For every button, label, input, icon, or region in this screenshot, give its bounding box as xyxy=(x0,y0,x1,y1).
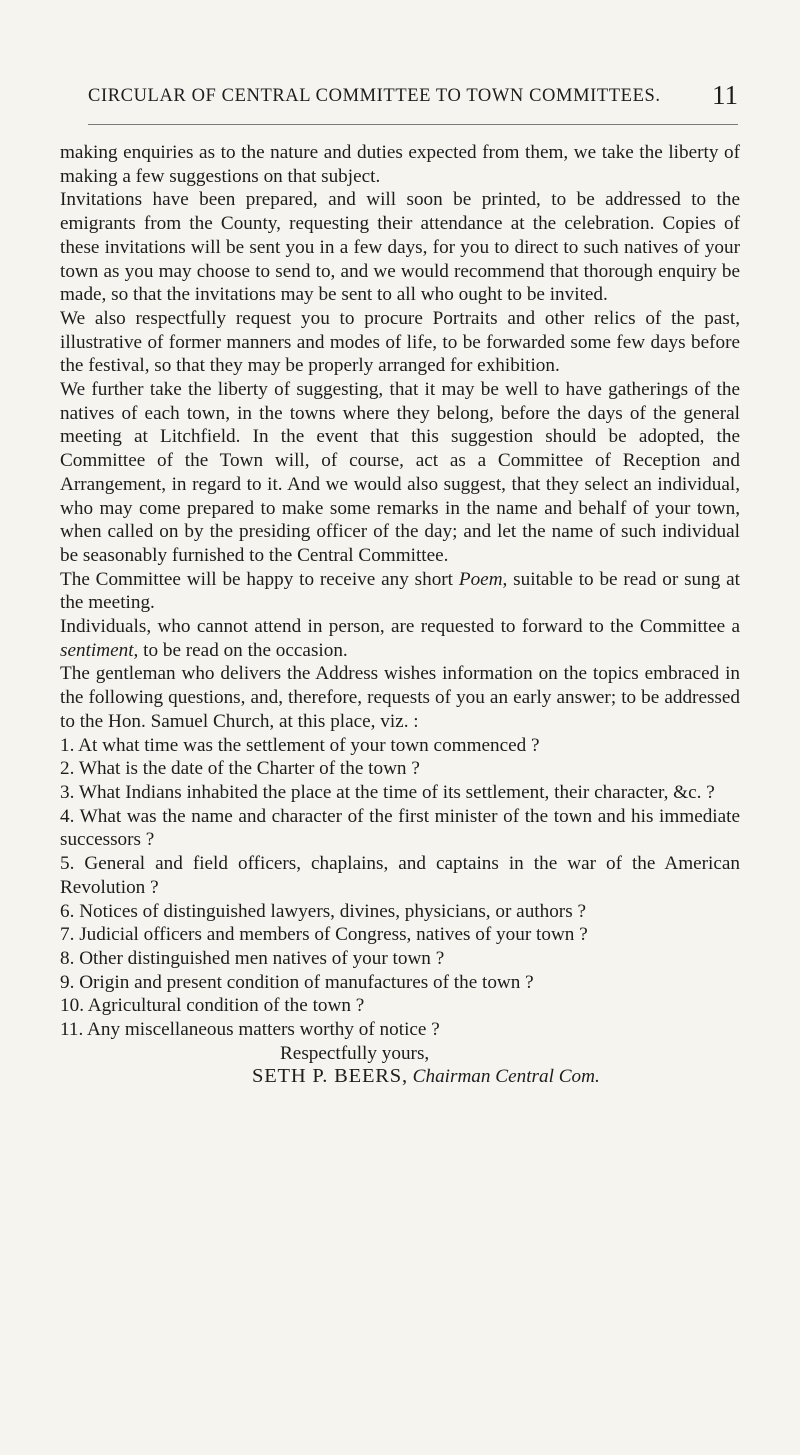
question-item: 4. What was the name and character of the first minister of the town and his immediate successors ? xyxy=(60,805,740,851)
question-item: 1. At what time was the settlement of your town commenced ? xyxy=(60,734,540,756)
sentiment-text-after: , to be read on the occasion. xyxy=(133,639,348,661)
question-item: 10. Agricultural condition of the town ? xyxy=(60,995,365,1017)
circular-body xyxy=(60,141,740,1089)
running-head xyxy=(88,82,738,116)
paragraph-invitations: Invitations have been prepared, and will soon be printed, to be addressed to the emigrants from the County, requesting their attendance at the celebration. Copies of these invitations will be sent you in a few days, for you to direct to such natives of your town as you may choose to send to, and we would recommend that thorough enquiry be made, so that the invitations may be sent to all who ought to be invited. xyxy=(60,189,740,306)
signatory-name: SETH P. BEERS, xyxy=(252,1065,408,1088)
question-item: 3. What Indians inhabited the place at the time of its settlement, their character, &c. ? xyxy=(60,781,715,803)
paragraph-enquiries: making enquiries as to the nature and duties expected from them, we take the liberty of making a few suggestions on that subject. xyxy=(60,142,740,187)
sentiment-emphasis: sentiment xyxy=(60,639,134,661)
question-item: 2. What is the date of the Charter of the town ? xyxy=(60,758,420,780)
signatory-role: Chairman Central Com. xyxy=(412,1066,600,1088)
poem-text-before: The Committee will be happy to receive any short xyxy=(60,568,459,590)
question-item: 7. Judicial officers and members of Congress, natives of your town ? xyxy=(60,924,588,946)
question-list xyxy=(60,734,740,1042)
page-number: 11 xyxy=(712,80,738,110)
question-item: 11. Any miscellaneous matters worthy of notice ? xyxy=(60,1019,440,1041)
paragraph-gatherings: We further take the liberty of suggesting, that it may be well to have gatherings of the natives of each town, in the towns where they belong, before the days of the general meeting at Litchfield. In the event that this suggestion should be adopted, the Committee of the Town will, of course, act as a Committee of Reception and Arrangement, in regard to it. And we would also suggest, that they select an individual, who may come prepared to make some remarks in the name and behalf of your town, when called on by the presiding officer of the day; and let the name of such individual be seasonably furnished to the Central Committee. xyxy=(60,379,740,566)
header-rule xyxy=(88,124,738,125)
closing-salutation: Respectfully yours, xyxy=(280,1042,430,1064)
question-item: 9. Origin and present condition of manufactures of the town ? xyxy=(60,971,534,993)
paragraph-poem xyxy=(60,568,740,615)
poem-emphasis: Poem xyxy=(458,568,503,590)
question-item: 6. Notices of distinguished lawyers, divines, physicians, or authors ? xyxy=(60,900,586,922)
paragraph-address: The gentleman who delivers the Address wishes information on the topics embraced in the following questions, and, therefore, requests of you an early answer; to be addressed to the Hon. Samuel Church, at this place, viz. : xyxy=(60,663,740,732)
question-item: 8. Other distinguished men natives of your town ? xyxy=(60,947,445,969)
sentiment-text-before: Individuals, who cannot attend in person, are requested to forward to the Committee a xyxy=(60,616,740,638)
paragraph-portraits: We also respectfully request you to procure Portraits and other relics of the past, illustrative of former manners and modes of life, to be forwarded some few days before the festival, so that they may be properly arranged for exhibition. xyxy=(60,307,740,377)
signature-line xyxy=(60,1065,740,1089)
question-item: 5. General and field officers, chaplains, and captains in the war of the American Revolution ? xyxy=(60,853,740,898)
poem-text-after: , suitable to be read or sung at the meeting. xyxy=(60,568,740,614)
paragraph-sentiment xyxy=(60,615,740,662)
running-title: CIRCULAR OF CENTRAL COMMITTEE TO TOWN COMMITTEES. xyxy=(88,86,661,106)
